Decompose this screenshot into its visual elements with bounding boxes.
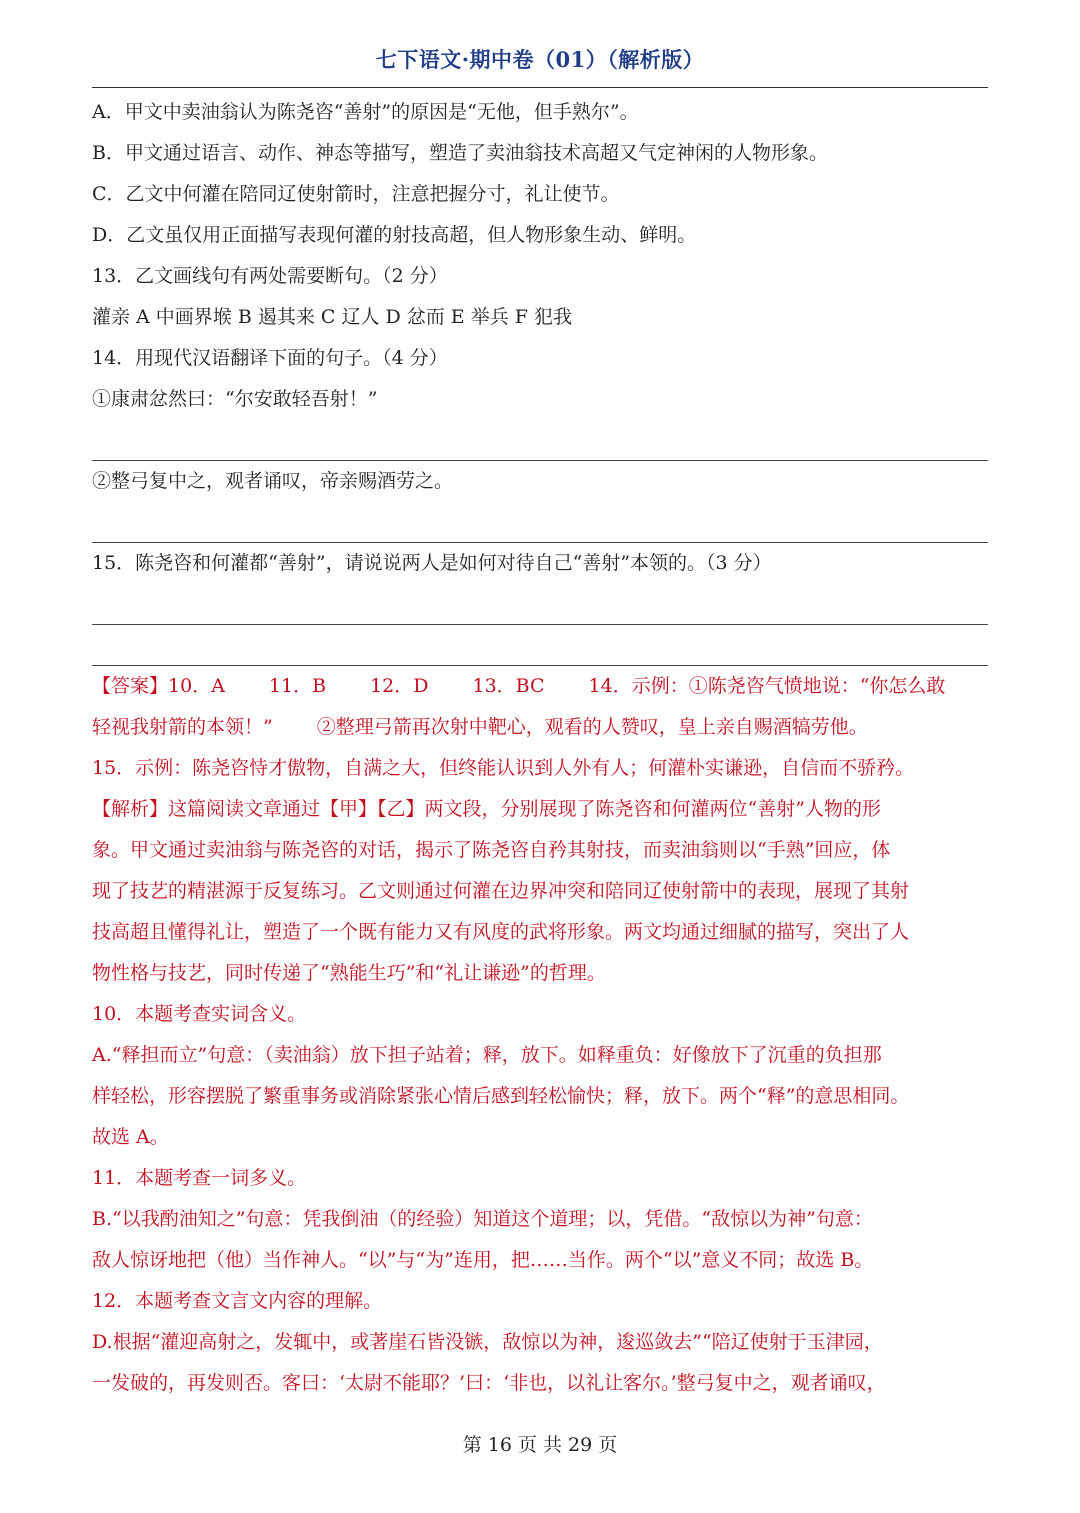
answer-14-part1: 14．示例：①陈尧咨气愤地说：“你怎么敢: [588, 675, 946, 697]
explain-10-title: 10．本题考查实词含义。: [92, 1003, 307, 1025]
explain-10-line: 样轻松，形容摆脱了繁重事务或消除紧张心情后感到轻松愉快；释，放下。两个“释”的意思相同。: [92, 1085, 910, 1107]
answer-line: [92, 584, 988, 625]
page-content: [92, 92, 988, 1404]
option-a: A．甲文中卖油翁认为陈尧咨“善射”的原因是“无他，但手熟尔”。: [92, 101, 639, 123]
explain-10-line: 故选 A。: [92, 1126, 169, 1148]
question-14-stem: 14．用现代汉语翻译下面的句子。（4 分）: [92, 347, 448, 369]
analysis-line: 象。甲文通过卖油翁与陈尧咨的对话，揭示了陈尧咨自矜其射技，而卖油翁则以“手熟”回应，体: [92, 839, 891, 861]
question-13-sentence: 灌亲 A 中画界堠 B 遏其来 C 辽人 D 忿而 E 举兵 F 犯我: [92, 306, 572, 328]
analysis-line: 现了技艺的精湛源于反复练习。乙文则通过何灌在边界冲突和陪同辽使射箭中的表现，展现了其射: [92, 880, 910, 902]
answer-11: 11．B: [268, 675, 327, 697]
analysis-tag: 【解析】: [92, 798, 169, 820]
analysis-line: 物性格与技艺，同时传递了“熟能生巧”和“礼让谦逊”的哲理。: [92, 962, 606, 984]
analysis-line-1: [92, 789, 988, 830]
explain-11-line: B.“以我酌油知之”句意：凭我倒油（的经验）知道这个道理；以，凭借。“敌惊以为神”句意：: [92, 1208, 873, 1230]
explain-11-line: 敌人惊讶地把（他）当作神人。“以”与“为”连用，把……当作。两个“以”意义不同；故选 B。: [92, 1249, 874, 1271]
answer-10: 10．A: [168, 675, 225, 697]
explain-12-line: 一发破的，再发则否。客曰：‘太尉不能耶？’曰：‘非也，以礼让客尔。’整弓复中之，观者诵叹，: [92, 1372, 886, 1394]
answer-12: 12．D: [370, 675, 429, 697]
question-15-stem: 15．陈尧咨和何灌都“善射”，请说说两人是如何对待自己“善射”本领的。（3 分）: [92, 552, 772, 574]
explain-12-title: 12．本题考查文言文内容的理解。: [92, 1290, 383, 1312]
option-d: D．乙文虽仅用正面描写表现何灌的射技高超，但人物形象生动、鲜明。: [92, 224, 697, 246]
answer-15: 15．示例：陈尧咨恃才傲物，自满之大，但终能认识到人外有人；何灌朴实谦逊，自信而不骄矜。: [92, 757, 915, 779]
answer-14-part2: 轻视我射箭的本领！”: [92, 716, 273, 738]
question-14-sentence-1: ①康肃忿然曰：“尔安敢轻吾射！”: [92, 388, 378, 410]
explain-11-title: 11．本题考查一词多义。: [92, 1167, 307, 1189]
explain-12-line: D.根据“灌迎高射之，发辄中，或著崖石皆没镞，敌惊以为神，逡巡敛去”“陪辽使射于玉津园，: [92, 1331, 883, 1353]
page-footer: 第 16 页 共 29 页: [462, 1434, 618, 1456]
option-b: B．甲文通过语言、动作、神态等描写，塑造了卖油翁技术高超又气定神闲的人物形象。: [92, 142, 828, 164]
answer-line: [92, 625, 988, 666]
answer-key-line-2: [92, 707, 988, 748]
answer-13: 13．BC: [472, 675, 545, 697]
explain-10-line: A.“释担而立”句意：（卖油翁）放下担子站着；释，放下。如释重负：好像放下了沉重的负担那: [92, 1044, 882, 1066]
analysis-text: 这篇阅读文章通过【甲】【乙】两文段，分别展现了陈尧咨和何灌两位“善射”人物的形: [168, 798, 881, 820]
page-header-title: 七下语文·期中卷（01）（解析版）: [375, 47, 705, 72]
header-divider: [92, 87, 988, 88]
answer-line: [92, 420, 988, 461]
answer-14-part3: ②整理弓箭再次射中靶心，观看的人赞叹，皇上亲自赐酒犒劳他。: [316, 716, 868, 738]
answer-tag: 【答案】: [92, 675, 169, 697]
question-13-stem: 13．乙文画线句有两处需要断句。（2 分）: [92, 265, 448, 287]
answer-line: [92, 502, 988, 543]
question-14-sentence-2: ②整弓复中之，观者诵叹，帝亲赐酒劳之。: [92, 470, 454, 492]
option-c: C．乙文中何灌在陪同辽使射箭时，注意把握分寸，礼让使节。: [92, 183, 620, 205]
analysis-line: 技高超且懂得礼让，塑造了一个既有能力又有风度的武将形象。两文均通过细腻的描写，突出了人: [92, 921, 910, 943]
answer-key-line-1: [92, 666, 988, 707]
